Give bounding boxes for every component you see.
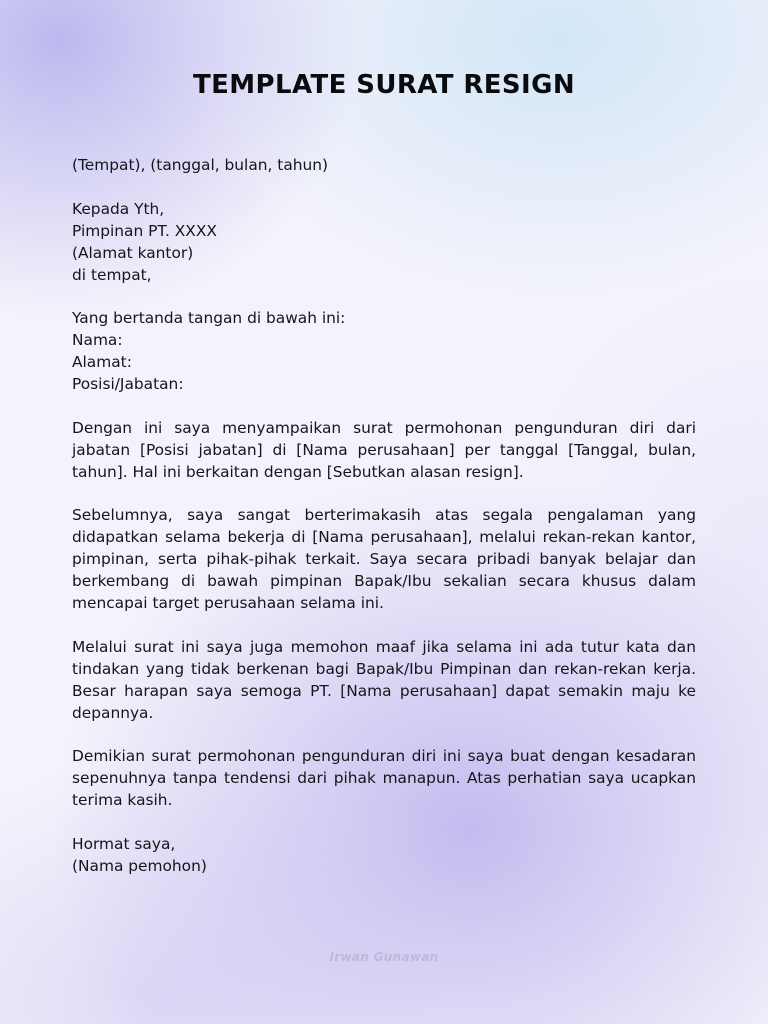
identity-block <box>72 308 696 396</box>
signer-name: (Nama pemohon) <box>72 856 207 875</box>
date-block <box>72 155 696 177</box>
date-line: (Tempat), (tanggal, bulan, tahun) <box>72 156 329 174</box>
paragraph-apology: Melalui surat ini saya juga memohon maaf jika selama ini ada tutur kata dan tindakan yang tidak berkenan bagi Bapak/Ibu Pimpinan dan rekan-rekan kerja. Besar harapan saya semoga PT. [Nama perusahaan] dapat semakin maju ke depannya. <box>72 637 696 722</box>
recipient-block <box>72 199 696 287</box>
letter-body <box>72 155 696 878</box>
page-title: TEMPLATE SURAT RESIGN <box>192 70 576 100</box>
spacer <box>72 724 696 746</box>
recipient-company: Pimpinan PT. XXXX <box>72 221 217 240</box>
spacer <box>72 484 696 506</box>
name-label: Nama: <box>72 331 123 350</box>
spacer <box>72 286 696 308</box>
closing-salutation: Hormat saya, <box>72 834 176 853</box>
spacer <box>72 812 696 834</box>
recipient-address: (Alamat kantor) <box>72 243 194 262</box>
position-label: Posisi/Jabatan: <box>72 375 184 394</box>
recipient-place: di tempat, <box>72 265 152 284</box>
paragraph-gratitude: Sebelumnya, saya sangat berterimakasih atas segala pengalaman yang didapatkan selama bekerja di [Nama perusahaan], melalui rekan-rekan kantor, pimpinan, serta pihak-pihak terkait. Saya secara pribadi banyak belajar dan berkembang di bawah pimpinan Bapak/Ibu sekalian secara khusus dalam mencapai target perusahaan selama ini. <box>72 506 696 613</box>
author-watermark: Irwan Gunawan <box>329 950 439 964</box>
address-label: Alamat: <box>72 353 132 372</box>
signature-block <box>72 834 696 878</box>
spacer <box>72 396 696 418</box>
paragraph-resignation-statement: Dengan ini saya menyampaikan surat permohonan pengunduran diri dari jabatan [Posisi jabatan] di [Nama perusahaan] per tanggal [Tanggal, bulan, tahun]. Hal ini berkaitan dengan [Sebutkan alasan resign]. <box>72 418 696 481</box>
recipient-greeting: Kepada Yth, <box>72 199 165 218</box>
spacer <box>72 615 696 637</box>
identity-intro: Yang bertanda tangan di bawah ini: <box>72 309 346 328</box>
paragraph-closing: Demikian surat permohonan pengunduran diri ini saya buat dengan kesadaran sepenuhnya tanpa tendensi dari pihak manapun. Atas perhatian saya ucapkan terima kasih. <box>72 747 696 810</box>
spacer <box>72 177 696 199</box>
